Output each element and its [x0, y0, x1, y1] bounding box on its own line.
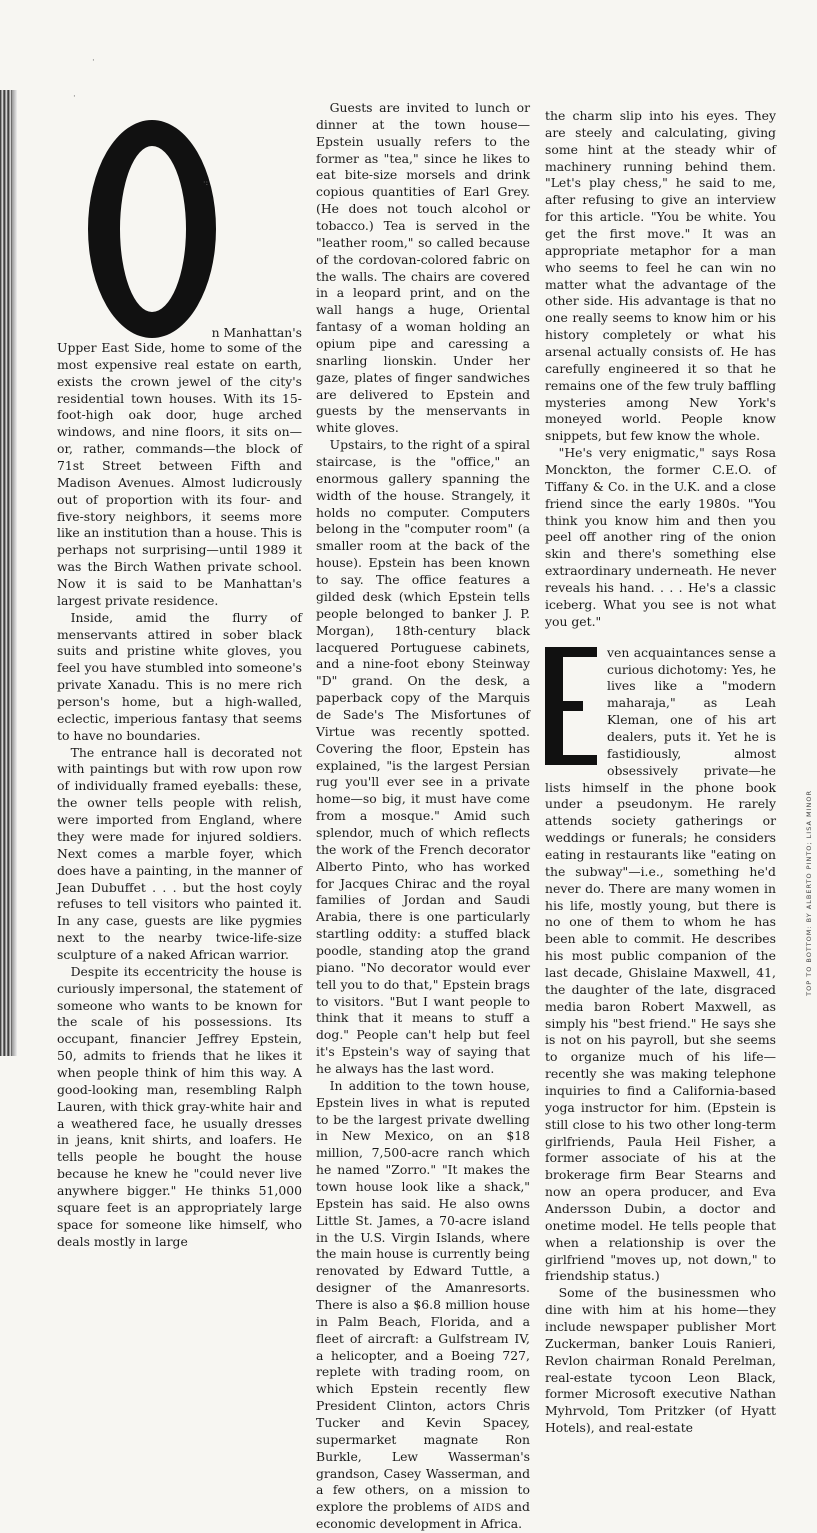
paragraph: Upstairs, to the right of a spiral staircase, is the "office," an enormous gallery spanning the width of the house. Strangely, it holds no computer. Computers belong in the "computer room" (a smaller room at the back of the house). Epstein has been known to say. The office features a gilded desk (which Epstein tells people belonged to banker J. P. Morgan), 18th-century black lacquered Portuguese cabinets, and a nine-foot ebony Steinway "D" grand. On the desk, a paperback copy of the Marquis de Sade's The Misfortunes of Virtue was recently spotted. Covering the floor, Epstein has explained, "is the largest Persian rug you'll ever see in a private home—so big, it must have come from a mosque." Amid such splendor, much of which reflects the work of the French decorator Alberto Pinto, who has worked for Jacques Chirac and the royal families of Jordan and Saudi Arabia, there is one particularly startling oddity: a stuffed black poodle, standing atop the grand piano. "No decorator would ever tell you to do that," Epstein brags to visitors. "But I want people to think that it means to stuff a dog." People can't help but feel it's Epstein's way of saying that he always has the last word.	[316, 437, 530, 1076]
lead-in-text: n Manhattan's	[211, 325, 302, 341]
article-column-2	[316, 100, 530, 1533]
drop-cap-e-arm	[545, 755, 597, 765]
drop-cap-lead	[57, 100, 302, 340]
drop-cap-e	[545, 647, 597, 765]
paragraph: Despite its eccentricity the house is curiously impersonal, the statement of someone who wants to be known for the scale of his possessions. Its occupant, financier Jeffrey Epstein, 50, admits to friends that he likes it when people think of him this way. A good-looking man, resembling Ralph Lauren, with thick gray-white hair and a weathered face, he usually dresses in jeans, knit shirts, and loafers. He tells people he bought the house because he knew he "could never live anywhere bigger." He thinks 51,000 square feet is an appropriately large space for someone like himself, who deals mostly in large	[57, 963, 302, 1249]
paragraph: Some of the businessmen who dine with him at his home—they include newspaper publisher Mort Zuckerman, banker Louis Ranieri, Revlon chairman Ronald Perelman, real-estate tycoon Leon Black, former Microsoft executive Nathan Myhrvold, Tom Pritzker (of Hyatt Hotels), and real-estate	[545, 1285, 776, 1436]
scan-speck: ·	[92, 56, 95, 66]
paragraph: ven acquaintances sense a curious dichotomy: Yes, he lives like a "modern maharaja," as Leah Kleman, one of his art dealers, puts it. Yet he is fastidiously, almost obsessively private—he lists himself in the phone book under a pseudonym. He rarely attends society gatherings or weddings or funerals; he considers eating in restaurants like "eating on the subway"—i.e., something he'd never do. There are many women in his life, mostly young, but there is no one of them to whom he has been able to commit. He describes his most public companion of the last decade, Ghislaine Maxwell, 41, the daughter of the late, disgraced media baron Robert Maxwell, as simply his "best friend." He says she is not on his payroll, but she seems to organize much of his life—recently she was making telephone inquiries to find a California-based yoga instructor for him. (Epstein is still close to his two other long-term girlfriends, Paula Heil Fisher, a former associate of his at the brokerage firm Bear Stearns and now an opera producer, and Eva Andersson Dubin, a doctor and onetime model. He tells people that when a relationship is over the girlfriend "moves up, not down," to friendship status.)	[545, 644, 776, 1284]
paragraph-text: In addition to the town house, Epstein lives in what is reputed to be the largest private dwelling in New Mexico, on an $18 million, 7,500-acre ranch which he named "Zorro." "It makes the town house look like a shack," Epstein has said. He also owns Little St. James, a 70-acre island in the U.S. Virgin Islands, where the main house is currently being renovated by Edward Tuttle, a designer of the Amanresorts. There is also a $6.8 million house in Palm Beach, Florida, and a fleet of aircraft: a Gulfstream IV, a helicopter, and a Boeing 727, replete with trading room, on which Epstein recently flew President Clinton, actors Chris Tucker and Kevin Spacey, supermarket magnate Ron Burkle, Lew Wasserman's grandson, Casey Wasserman, and a few others, on a mission to explore the problems of	[316, 1077, 530, 1515]
page-binding-shadow	[12, 90, 17, 1056]
article-column-1	[57, 100, 302, 1250]
paragraph: Guests are invited to lunch or dinner at the town house—Epstein usually refers to the former as "tea," since he likes to eat bite-size morsels and drink copious quantities of Earl Grey. (He does not touch alcohol or tobacco.) Tea is served in the "leather room," so called because of the cordovan-colored fabric on the walls. The chairs are covered in a leopard print, and on the wall hangs a huge, Oriental fantasy of a woman holding an opium pipe and caressing a snarling lionskin. Under her gaze, plates of finger sandwiches are delivered to Epstein and guests by the menservants in white gloves.	[316, 100, 530, 436]
page-binding-edge	[0, 90, 12, 1056]
photo-credit: TOP TO BOTTOM: BY ALBERTO PINTO; LISA MINOR	[805, 790, 813, 996]
paragraph: Inside, amid the flurry of menservants attired in sober black suits and pristine white gloves, you feel you have stumbled into someone's private Xanadu. This is no mere rich person's home, but a high-walled, eclectic, imperious fantasy that seems to have no boundaries.	[57, 609, 302, 743]
paragraph: Upper East Side, home to some of the most expensive real estate on earth, exists the crown jewel of the city's residential town houses. With its 15-foot-high oak door, huge arched windows, and nine floors, it sits on—or, rather, commands—the block of 71st Street between Fifth and Madison Avenues. Almost ludicrously out of proportion with its four- and five-story neighbors, it seems more like an institution than a house. This is perhaps not surprising—until 1989 it was the Birch Wathen private school. Now it is said to be Manhattan's largest private residence.	[57, 340, 302, 608]
paragraph: "He's very enigmatic," says Rosa Monckton, the former C.E.O. of Tiffany & Co. in the U.K. and a close friend since the early 1980s. "You think you know him and then you peel off another ring of the onion skin and there's something else extraordinary underneath. He never reveals his hand. . . . He's a classic iceberg. What you see is not what you get."	[545, 445, 776, 629]
aids-smallcaps: AIDS	[473, 1503, 502, 1515]
paragraph: The entrance hall is decorated not with paintings but with row upon row of individually framed eyeballs: these, the owner tells people with relish, were imported from England, where they were made for injured soldiers. Next comes a marble foyer, which does have a painting, in the manner of Jean Dubuffet . . . but the host coyly refuses to tell visitors who painted it. In any case, guests are like pygmies next to the nearby twice-life-size sculpture of a naked African warrior.	[57, 744, 302, 962]
section-gap	[545, 631, 776, 645]
paragraph	[316, 1078, 530, 1533]
paragraph-text: and economic development in Africa.	[316, 1499, 530, 1532]
scan-speck: ·	[73, 92, 76, 102]
drop-cap-e-arm	[545, 647, 597, 657]
drop-cap-e-arm	[545, 701, 583, 711]
scan-speck: ·:	[203, 178, 209, 187]
article-column-3	[545, 108, 776, 1437]
paragraph: the charm slip into his eyes. They are steely and calculating, giving some hint at the steady whir of machinery running behind them. "Let's play chess," he said to me, after refusing to give an interview for this article. "You be white. You get the first move." It was an appropriate metaphor for a man who seems to feel he can win no matter what the advantage of the other side. His advantage is that no one really seems to know him or his history completely or what his arsenal actually consists of. He has carefully engineered it so that he remains one of the few truly baffling mysteries among New York's moneyed world. People know snippets, but few know the whole.	[545, 108, 776, 444]
